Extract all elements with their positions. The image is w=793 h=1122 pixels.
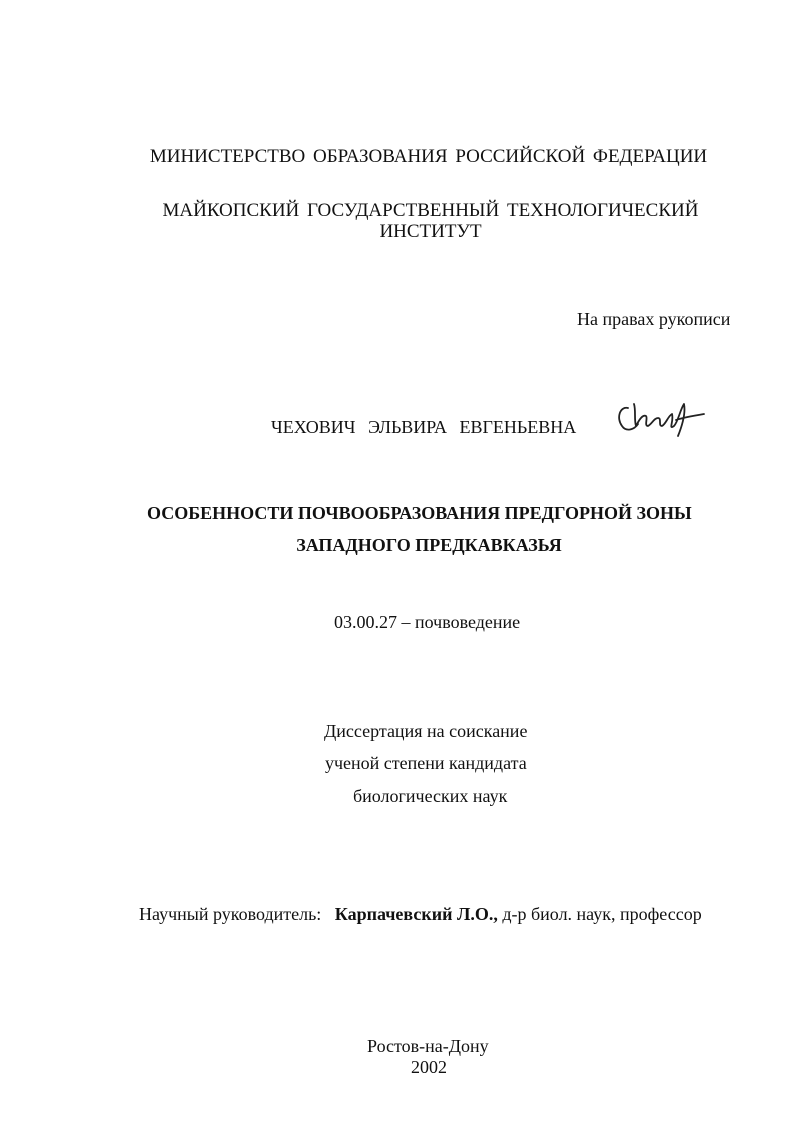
city: Ростов-на-Дону (367, 1036, 489, 1056)
specialty-code: 03.00.27 – почвоведение (334, 612, 521, 632)
dissertation-title-line2: ЗАПАДНОГО ПРЕДКАВКАЗЬЯ (296, 535, 562, 555)
ministry-heading: МИНИСТЕРСТВО ОБРАЗОВАНИЯ РОССИЙСКОЙ ФЕДЕРАЦИИ (149, 146, 708, 167)
advisor-label: Научный руководитель: (139, 904, 322, 924)
manuscript-rights-note: На правах рукописи (577, 309, 731, 329)
year: 2002 (411, 1057, 447, 1077)
dissertation-title-line1: ОСОБЕННОСТИ ПОЧВООБРАЗОВАНИЯ ПРЕДГОРНОЙ ЗОНЫ (147, 503, 692, 523)
institute-heading-line2: ИНСТИТУТ (379, 221, 482, 242)
dissertation-purpose-line1: Диссертация на соискание (324, 721, 528, 741)
institute-heading-line1: МАЙКОПСКИЙ ГОСУДАРСТВЕННЫЙ ТЕХНОЛОГИЧЕСКИЙ (162, 200, 699, 221)
advisor-name: Карпачевский Л.О., (334, 904, 498, 924)
scientific-advisor (139, 903, 702, 925)
advisor-credentials: д-р биол. наук, профессор (502, 904, 702, 924)
dissertation-purpose-line2: ученой степени кандидата (325, 753, 527, 773)
author-name: ЧЕХОВИЧ ЭЛЬВИРА ЕВГЕНЬЕВНА (271, 417, 577, 437)
signature-icon (612, 396, 708, 442)
dissertation-purpose-line3: биологических наук (353, 786, 508, 806)
